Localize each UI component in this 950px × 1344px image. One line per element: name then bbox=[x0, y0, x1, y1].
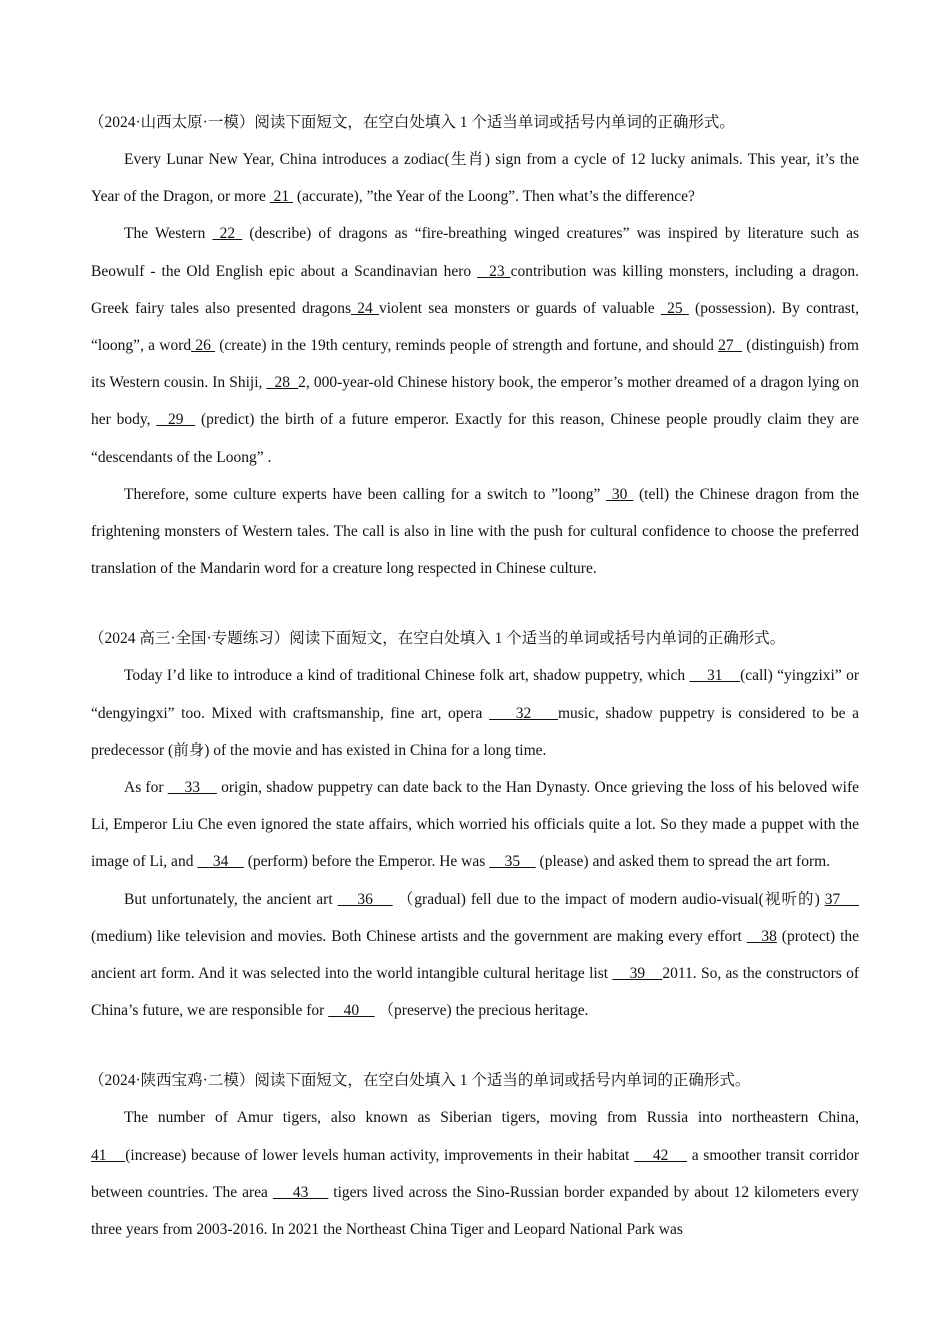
passage-text: a smoother transit corridor between countries. The area bbox=[91, 1146, 860, 1201]
passage-text: The number of Amur tigers, also known as Siberian tigers, moving from Russia into northeastern China, bbox=[124, 1109, 859, 1127]
document-page bbox=[91, 104, 859, 1281]
passage-text: （preserve) the precious heritage. bbox=[374, 1002, 589, 1020]
passage-paragraph bbox=[91, 657, 859, 769]
passage-text: 2011. So, as the constructors of China’s future, we are responsible for bbox=[91, 965, 859, 1020]
exercise-heading: （2024·山西太原·一模）阅读下面短文，在空白处填入 1 个适当单词或括号内单词的正确形式。 bbox=[89, 114, 735, 131]
passage-text: The Western bbox=[124, 225, 213, 243]
answer-blank: 34 bbox=[197, 853, 244, 871]
answer-blank: 41 bbox=[91, 1146, 126, 1164]
answer-blank: 22 bbox=[212, 225, 243, 243]
passage-text: (perform) before the Emperor. He was bbox=[243, 853, 490, 871]
passage-paragraph bbox=[91, 881, 859, 1030]
passage-text: contribution was killing monsters, including a dragon. Greek fairy tales also presented dragons bbox=[91, 262, 859, 317]
passage-paragraph bbox=[91, 1099, 859, 1248]
passage-text: (describe) of dragons as “fire-breathing winged creatures” was inspired by literature such as Beowulf - the Old English epic about a Scandinavian hero bbox=[91, 225, 860, 280]
answer-blank: 32 bbox=[489, 704, 558, 722]
passage-text: Today I’d like to introduce a kind of traditional Chinese folk art, shadow puppetry, which bbox=[124, 667, 690, 685]
answer-blank: 43 bbox=[272, 1183, 329, 1201]
answer-blank: 25 bbox=[660, 299, 689, 317]
passage-text: (possession). By contrast, “loong”, a word bbox=[91, 299, 860, 355]
passage-text: 2, 000-year-old Chinese history book, the emperor’s mother dreamed of a dragon lying on her body, bbox=[91, 374, 859, 429]
exercise-heading: （2024·陕西宝鸡·二模）阅读下面短文，在空白处填入 1 个适当的单词或括号内单词的正确形式。 bbox=[89, 1072, 751, 1090]
answer-blank: 33 bbox=[167, 779, 217, 797]
answer-blank: 28 bbox=[266, 374, 299, 392]
passage-text: Every Lunar New Year, China introduces a zodiac(生肖) sign from a cycle of 12 lucky animals. This year, it’s the Year of the Dragon, or more bbox=[91, 151, 859, 206]
passage-text: (please) and asked them to spread the art form. bbox=[535, 853, 831, 871]
answer-blank: 30 bbox=[606, 485, 634, 503]
answer-blank: 29 bbox=[156, 411, 196, 429]
passage-text: (increase) because of lower levels human activity, improvements in their habitat bbox=[125, 1146, 635, 1164]
passage-text: (tell) the Chinese dragon from the frightening monsters of Western tales. The call is also in line with the push for cultural confidence to choose the preferred translation of the Mandarin word for a creature long respected in Chinese culture. bbox=[91, 485, 860, 578]
passage-paragraph bbox=[91, 215, 859, 475]
answer-blank: 31 bbox=[689, 667, 741, 685]
passage-text: (call) “yingzixi” or “dengyingxi” too. Mixed with craftsmanship, fine art, opera bbox=[91, 667, 859, 722]
exercise-section bbox=[91, 1062, 859, 1248]
passage-text: Therefore, some culture experts have been calling for a switch to ”loong” bbox=[124, 485, 607, 503]
passage-text: But unfortunately, the ancient art bbox=[124, 890, 338, 908]
exercise-heading: （2024 高三·全国·专题练习）阅读下面短文，在空白处填入 1 个适当的单词或括号内单词的正确形式。 bbox=[89, 630, 786, 648]
answer-blank: 24 bbox=[351, 299, 379, 317]
passage-paragraph bbox=[91, 141, 859, 215]
answer-blank: 23 bbox=[477, 262, 511, 280]
answer-blank: 38 bbox=[746, 927, 777, 945]
passage-text: (medium) like television and movies. Both Chinese artists and the government are making every effort bbox=[91, 927, 747, 945]
passage-text: music, shadow puppetry is considered to be a predecessor (前身) of the movie and has existed in China for a long time. bbox=[91, 704, 859, 759]
passage-text: violent sea monsters or guards of valuable bbox=[378, 299, 661, 317]
answer-blank: 21 bbox=[269, 188, 294, 206]
answer-blank: 35 bbox=[489, 853, 536, 871]
passage-text: As for bbox=[124, 779, 168, 797]
passage-text: (protect) the ancient art form. And it was selected into the world intangible cultural heritage list bbox=[91, 927, 860, 983]
passage-text: (create) in the 19th century, reminds people of strength and fortune, and should bbox=[215, 337, 719, 355]
passage-paragraph bbox=[91, 769, 859, 881]
answer-blank: 26 bbox=[191, 337, 216, 355]
passage-text: (predict) the birth of a future emperor. Exactly for this reason, Chinese people proudly claim they are “descendants of the Loong” . bbox=[91, 411, 859, 466]
passage-text: tigers lived across the Sino-Russian border expanded by about 12 kilometers every three years from 2003-2016. In 2021 the Northeast China Tiger and Leopard National Park was bbox=[91, 1183, 860, 1239]
answer-blank: 37 bbox=[824, 890, 860, 908]
passage-text: (distinguish) from its Western cousin. In Shiji, bbox=[91, 337, 859, 392]
passage-text: origin, shadow puppetry can date back to the Han Dynasty. Once grieving the loss of his beloved wife Li, Emperor Liu Che even ignored the state affairs, which worried his officials quite a lot. So they made a puppet with the image of Li, and bbox=[91, 779, 859, 871]
answer-blank: 40 bbox=[328, 1002, 375, 1020]
passage-text: (accurate), ”the Year of the Loong”. Then what’s the difference? bbox=[293, 188, 695, 206]
exercise-section bbox=[91, 104, 859, 587]
answer-blank: 27 bbox=[718, 337, 743, 355]
answer-blank: 39 bbox=[612, 965, 663, 983]
answer-blank: 36 bbox=[337, 890, 393, 908]
passage-text: （gradual) fell due to the impact of modern audio-visual(视听的) bbox=[392, 890, 825, 908]
passage-paragraph bbox=[91, 476, 859, 588]
answer-blank: 42 bbox=[634, 1146, 688, 1164]
exercise-section bbox=[91, 620, 859, 1029]
